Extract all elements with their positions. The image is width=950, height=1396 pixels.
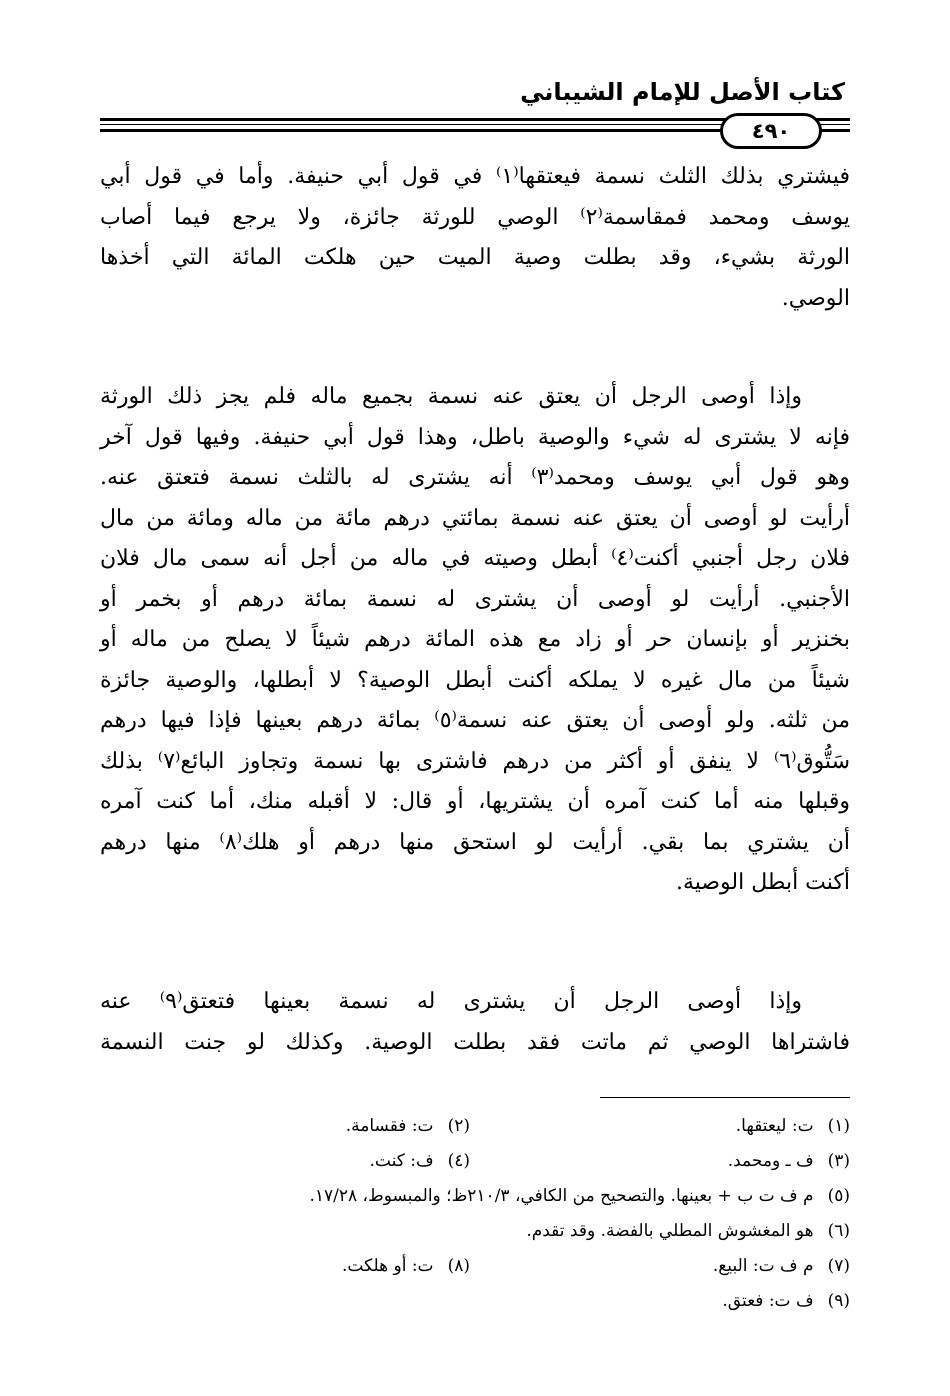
footnote-separator	[600, 1097, 850, 1098]
text-line: وهو قول أبي يوسف ومحمد⁽٣⁾ أنه يشترى له بالثلث نسمة فتعتق عنه.	[100, 465, 850, 490]
footnote-number: (٩)	[827, 1291, 850, 1311]
page-number-badge	[720, 113, 822, 149]
footnote-number: (١)	[827, 1116, 850, 1136]
footnote-number: (٣)	[827, 1151, 850, 1171]
footnote-number: (٦)	[827, 1221, 850, 1241]
footnote-text: ف ت: فعتق.	[722, 1291, 814, 1311]
text-line: أكنت أبطل الوصية.	[675, 870, 850, 895]
text-line: يوسف ومحمد فمقاسمة⁽٢⁾ الوصي للورثة جائزة، ولا يرجع فيما أصاب	[100, 204, 850, 230]
footnote-2	[346, 1115, 470, 1137]
text-line: شيئاً من مال غيره لا يملكه أكنت أبطل الوصية؟ لا أبطلها، والوصية جائزة	[100, 667, 850, 693]
footnote-number: (٥)	[827, 1186, 850, 1206]
footnote-6	[526, 1220, 850, 1242]
footnote-text: ف: كنت.	[369, 1151, 434, 1171]
footnote-3	[728, 1150, 850, 1172]
text-line: فلان رجل أجنبي أكنت⁽٤⁾ أبطل وصيته في ماله من أجل أنه سمى مال فلان	[100, 546, 850, 571]
footnote-text: م ف ت: البيع.	[712, 1256, 814, 1276]
footnote-text: ت: ليعتقها.	[735, 1116, 814, 1136]
footnote-number: (٨)	[447, 1256, 470, 1276]
text-line: فاشتراها الوصي ثم ماتت فقد بطلت الوصية. وكذلك لو جنت النسمة	[100, 1029, 850, 1055]
footnote-8	[342, 1255, 470, 1277]
footnote-text: ت: فقسامة.	[345, 1116, 434, 1136]
footnote-7	[713, 1255, 850, 1277]
footnote-number: (٤)	[447, 1151, 470, 1171]
text-line: بخنزير أو بإنسان حر أو زاد مع هذه المائة درهم شيئاً لا يصلح من ماله أو	[100, 627, 850, 652]
footnote-5	[309, 1185, 850, 1207]
footnote-text: هو المغشوش المطلي بالفضة. وقد تقدم.	[526, 1221, 814, 1241]
text-line: الأجنبي. أرأيت لو أوصى أن يشترى له نسمة بمائة درهم أو بخمر أو	[100, 586, 850, 612]
text-line: الورثة بشيء، وقد بطلت وصية الميت حين هلكت المائة التي أخذها	[100, 245, 850, 270]
footnote-number: (٢)	[447, 1116, 470, 1136]
paragraph-2	[100, 377, 850, 904]
paragraph-1	[100, 157, 850, 319]
text-line: سَتُّوق⁽٦⁾ لا ينفق أو أكثر من درهم فاشترى بها نسمة وتجاوز البائع⁽٧⁾ بذلك	[100, 748, 851, 774]
page-number: ٤٩٠	[751, 119, 791, 143]
footnote-number: (٧)	[827, 1256, 850, 1276]
footnote-4	[370, 1150, 471, 1172]
text-line: أرأيت لو أوصى أن يعتق عنه نسمة بمائتي درهم مائة من ماله ومائة من مال	[100, 505, 850, 531]
footnote-1	[736, 1115, 850, 1137]
footnote-text: ت: أو هلكت.	[342, 1256, 434, 1276]
text-line: أن يشتري بما بقي. أرأيت لو استحق منها درهم أو هلك⁽٨⁾ منها درهم	[100, 829, 850, 855]
text-line: وإذا أوصى الرجل أن يشترى له نسمة بعينها فتعتق⁽٩⁾ عنه	[100, 989, 802, 1014]
text-line: فإنه لا يشترى له شيء والوصية باطل، وهذا قول أبي حنيفة. وفيها قول آخر	[100, 424, 850, 450]
text-line: وقبلها منه أما كنت آمره أن يشتريها، أو قال: لا أقبله منك، أما كنت آمره	[100, 789, 850, 814]
text-line: فيشتري بذلك الثلث نسمة فيعتقها⁽١⁾ في قول أبي حنيفة. وأما في قول أبي	[100, 164, 850, 189]
footnote-text: م ف ت ب + بعينها. والتصحيح من الكافي، ٢١٠/٣ظ؛ والمبسوط، ١٧/٢٨.	[309, 1186, 814, 1206]
running-header-title: كتاب الأصل للإمام الشيباني	[520, 78, 845, 106]
text-line: وإذا أوصى الرجل أن يعتق عنه نسمة بجميع ماله فلم يجز ذلك الورثة	[100, 384, 802, 409]
footnote-9	[722, 1290, 850, 1312]
footnote-text: ف ـ ومحمد.	[727, 1151, 814, 1171]
text-line: من ثلثه. ولو أوصى أن يعتق عنه نسمة⁽٥⁾ بمائة درهم بعينها فإذا فيها درهم	[100, 708, 850, 733]
paragraph-3	[100, 982, 850, 1063]
text-line: الوصي.	[781, 285, 850, 311]
